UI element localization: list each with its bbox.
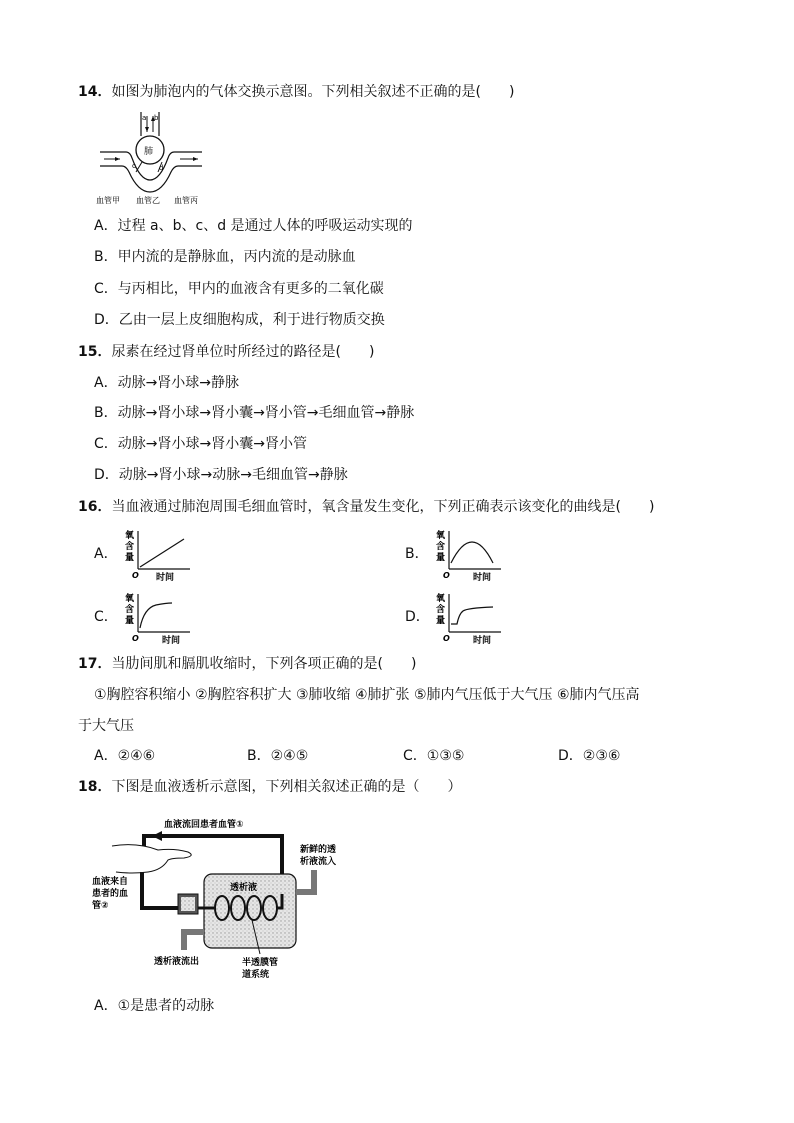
q16-stem-text: 当血液通过肺泡周围毛细血管时，氧含量发生变化，下列正确表示该变化的曲线是( ) <box>111 499 655 515</box>
q16-graph-a-origin: O <box>132 571 139 580</box>
q15-stem <box>78 342 374 362</box>
q16-option-b-letter: B． <box>405 546 429 562</box>
q16-option-d-letter: D． <box>405 609 430 625</box>
q16-graph-b-ylabel-2: 含 <box>436 542 446 552</box>
q15-stem-text: 尿素在经过肾单位时所经过的路径是( ) <box>111 344 375 360</box>
q18-dialysis-figure <box>92 812 358 984</box>
q15-number: 15． <box>78 344 112 360</box>
q17-items-line-2: 于大气压 <box>78 718 134 734</box>
q18-from-label-1: 血液来自 <box>92 877 129 887</box>
q14-option-d: D．乙由一层上皮细胞构成，利于进行物质交换 <box>94 312 385 328</box>
q18-stem-text: 下图是血液透析示意图，下列相关叙述正确的是（ ） <box>111 779 462 795</box>
q18-option-a: A．①是患者的动脉 <box>94 998 215 1014</box>
q18-fresh-label-1: 新鲜的透 <box>300 845 337 855</box>
q16-graph-b-origin: O <box>443 571 450 580</box>
q15-option-c: C．动脉→肾小球→肾小囊→肾小管 <box>94 436 307 452</box>
q18-return-label: 血液流回患者血管① <box>164 820 244 830</box>
q15-option-b: B．动脉→肾小球→肾小囊→肾小管→毛细血管→静脉 <box>94 405 415 421</box>
q16-graph-a-curve <box>140 539 184 567</box>
q17-option-a: A．②④⑥ <box>94 748 156 764</box>
q16-graph-c-ylabel-1: 氧 <box>125 594 135 604</box>
q16-graph-c-ylabel-2: 含 <box>125 605 135 615</box>
q16-graph-c-curve <box>140 603 172 628</box>
q16-graph-c <box>120 590 192 646</box>
q16-graph-c-xlabel: 时间 <box>162 636 181 646</box>
q14-label-lung: 肺 <box>144 147 154 157</box>
q16-graph-a-ylabel-1: 氧 <box>125 531 135 541</box>
q14-stem-text: 如图为肺泡内的气体交换示意图。下列相关叙述不正确的是( ) <box>111 84 515 100</box>
q18-from-label-2: 患者的血 <box>92 889 129 899</box>
q18-dialysate-label: 透析液 <box>230 883 258 893</box>
q16-graph-a-ylabel-2: 含 <box>125 542 135 552</box>
q18-out-label: 透析液流出 <box>154 957 200 967</box>
q14-alveolus-figure <box>96 110 208 208</box>
q18-stem <box>78 777 461 797</box>
q14-label-a: a <box>142 114 147 122</box>
q15-option-a: A．动脉→肾小球→静脉 <box>94 375 240 391</box>
q16-graph-c-ylabel-3: 量 <box>125 616 135 626</box>
q15-option-d: D．动脉→肾小球→动脉→毛细血管→静脉 <box>94 467 348 483</box>
q17-option-d: D．②③⑥ <box>558 748 621 764</box>
q14-label-c: c <box>132 162 136 170</box>
q17-option-b: B．②④⑤ <box>247 748 309 764</box>
q16-graph-b-ylabel-3: 量 <box>436 553 446 563</box>
q16-graph-b-curve <box>451 542 493 563</box>
q16-graph-b <box>431 527 503 583</box>
q16-number: 16． <box>78 499 112 515</box>
q16-graph-a-ylabel-3: 量 <box>125 553 135 563</box>
q16-graph-c-origin: O <box>132 634 139 643</box>
q16-option-c-letter: C． <box>94 609 118 625</box>
q18-from-label-3: 管② <box>92 901 109 911</box>
q16-graph-d-ylabel-1: 氧 <box>436 594 446 604</box>
q16-graph-d-curve <box>451 607 493 624</box>
q16-graph-d-xlabel: 时间 <box>473 636 492 646</box>
q14-label-b: b <box>154 114 159 122</box>
q14-vessel-3: 血管丙 <box>174 196 198 205</box>
q14-option-b: B．甲内流的是静脉血，丙内流的是动脉血 <box>94 249 356 265</box>
q14-option-a: A．过程 a、b、c、d 是通过人体的呼吸运动实现的 <box>94 218 413 234</box>
q18-number: 18． <box>78 779 112 795</box>
q16-graph-a <box>120 527 192 583</box>
q14-number: 14． <box>78 84 112 100</box>
q16-graph-b-ylabel-1: 氧 <box>436 531 446 541</box>
q18-membrane-label-2: 道系统 <box>242 970 270 980</box>
q16-graph-d <box>431 590 503 646</box>
q17-number: 17． <box>78 656 112 672</box>
q16-graph-b-xlabel: 时间 <box>473 573 492 583</box>
q17-stem <box>78 654 416 674</box>
q14-stem <box>78 82 514 102</box>
q14-vessel-2: 血管乙 <box>136 196 160 205</box>
q17-stem-text: 当肋间肌和膈肌收缩时，下列各项正确的是( ) <box>111 656 417 672</box>
q14-vessel-1: 血管甲 <box>96 196 120 205</box>
q18-fresh-label-2: 析液流入 <box>300 857 337 867</box>
q17-option-c: C．①③⑤ <box>403 748 465 764</box>
q17-items-line-1: ①胸腔容积缩小 ②胸腔容积扩大 ③肺收缩 ④肺扩张 ⑤肺内气压低于大气压 ⑥肺内气压高 <box>94 687 640 703</box>
q16-stem <box>78 497 654 517</box>
q18-membrane-label-1: 半透膜管 <box>242 958 279 968</box>
q16-graph-d-ylabel-2: 含 <box>436 605 446 615</box>
q14-option-c: C．与丙相比，甲内的血液含有更多的二氧化碳 <box>94 281 384 297</box>
q16-graph-d-ylabel-3: 量 <box>436 616 446 626</box>
q16-option-a-letter: A． <box>94 546 118 562</box>
q14-label-d: d <box>159 164 164 172</box>
q16-graph-a-xlabel: 时间 <box>156 573 175 583</box>
q16-graph-d-origin: O <box>443 634 450 643</box>
